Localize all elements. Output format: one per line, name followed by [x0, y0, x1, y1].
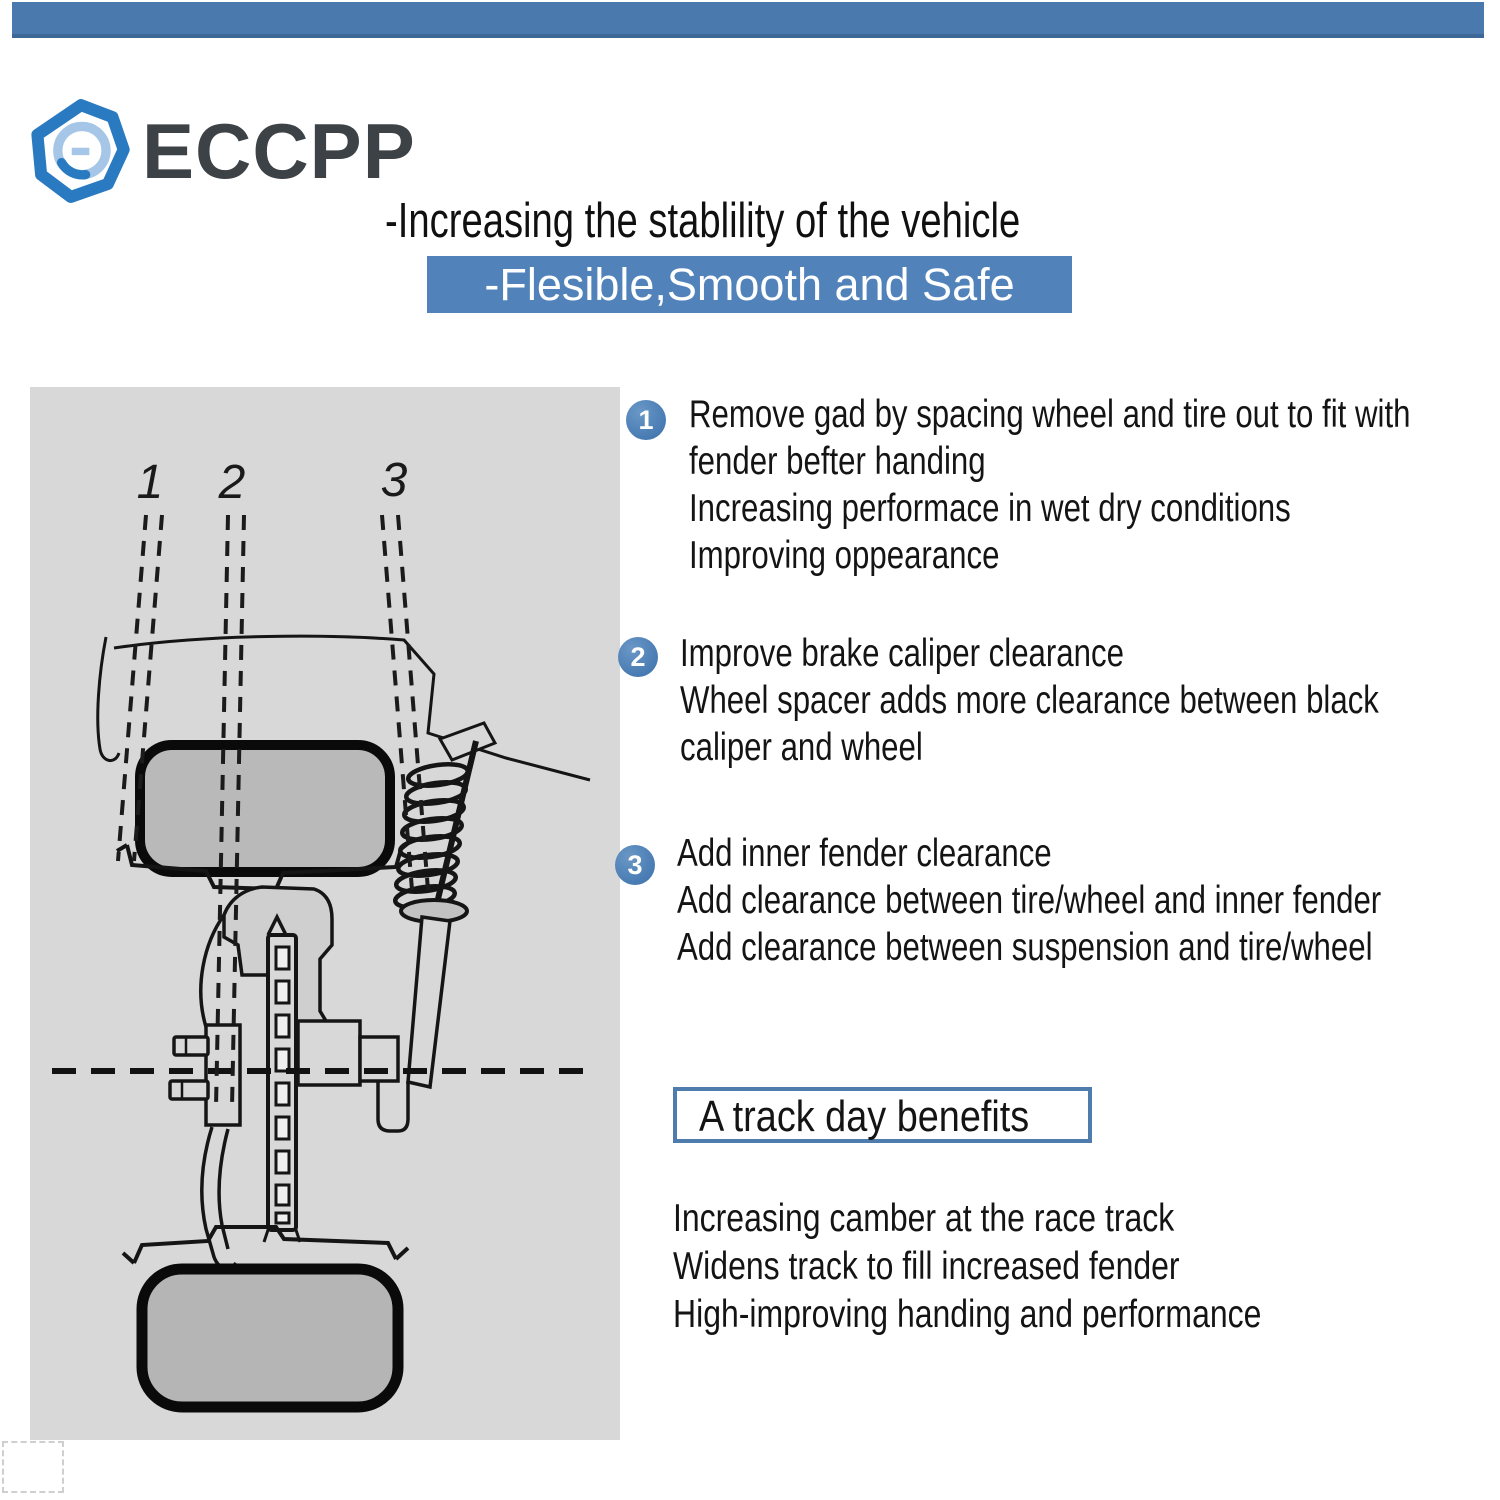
- camber-label-3: 3: [380, 454, 408, 507]
- item-3-badge: 3: [615, 845, 655, 885]
- page-title: -Increasing the stablility of the vehicle: [385, 194, 1021, 248]
- item-1-badge: 1: [626, 400, 666, 440]
- item-1-text: [689, 391, 1410, 579]
- track-day-title: A track day benefits: [699, 1092, 1030, 1141]
- track-day-line-2: Widens track to fill increased fender: [673, 1245, 1180, 1288]
- eccpp-logo-icon: [30, 95, 132, 207]
- item-1-line-1: Remove gad by spacing wheel and tire out to fit with: [689, 393, 1411, 436]
- item-3-line-1: Add inner fender clearance: [677, 832, 1052, 875]
- suspension-diagram: [30, 387, 620, 1440]
- item-2-text: [680, 630, 1379, 771]
- item-2-line-2: Wheel spacer adds more clearance between black: [680, 679, 1379, 722]
- subtitle-text: -Flesible,Smooth and Safe: [484, 259, 1015, 310]
- suspension-diagram-panel: [30, 387, 620, 1440]
- item-3-text: [677, 830, 1381, 971]
- item-1-line-4: Improving oppearance: [689, 534, 1000, 577]
- track-day-line-1: Increasing camber at the race track: [673, 1197, 1175, 1240]
- subtitle-banner: [427, 256, 1072, 313]
- track-day-lines: [673, 1195, 1261, 1339]
- item-1-line-2: fender befter handing: [689, 440, 986, 483]
- item-2-badge: 2: [618, 637, 658, 677]
- track-day-line-3: High-improving handing and performance: [673, 1293, 1262, 1336]
- top-accent-bar: [12, 2, 1484, 38]
- item-3-line-2: Add clearance between tire/wheel and inner fender: [677, 879, 1382, 922]
- brand-name: ECCPP: [142, 107, 416, 195]
- track-day-box: [673, 1087, 1092, 1143]
- item-2-line-3: caliper and wheel: [680, 726, 923, 769]
- item-1-line-3: Increasing performace in wet dry conditions: [689, 487, 1291, 530]
- corner-cut-mark: [2, 1441, 64, 1493]
- item-3-line-3: Add clearance between suspension and tire/wheel: [677, 926, 1373, 969]
- camber-label-2: 2: [218, 456, 246, 509]
- item-2-line-1: Improve brake caliper clearance: [680, 632, 1124, 675]
- camber-label-1: 1: [136, 456, 164, 509]
- brand-logo: [30, 95, 416, 207]
